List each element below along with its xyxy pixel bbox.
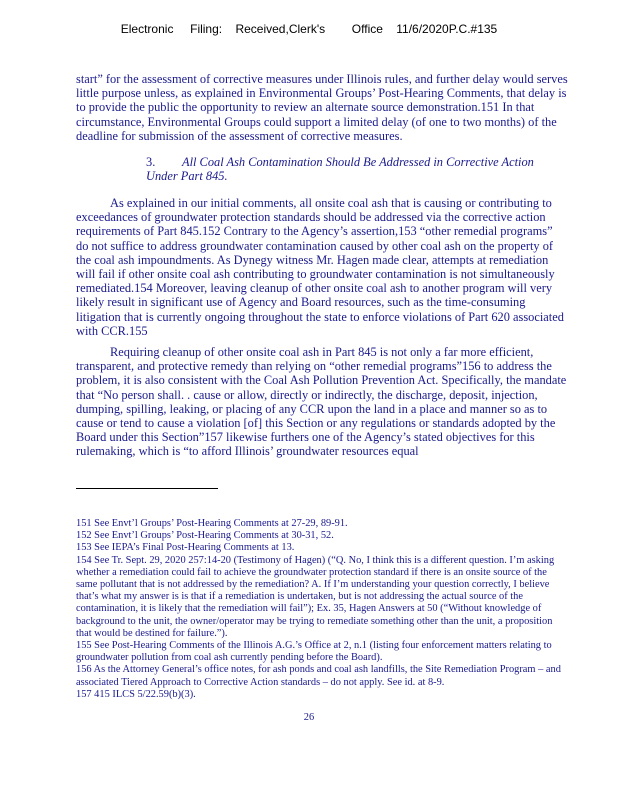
- footnote: 156 As the Attorney General’s office notes, for ash ponds and coal ash landfills, the Site Remediation Program – and associated Tiered Approach to Corrective Action standards – do not apply. See id. at 8-9.: [76, 664, 561, 688]
- footnote: 151 See Envt’l Groups’ Post-Hearing Comments at 27-29, 89-91.: [76, 518, 348, 529]
- paragraph-1: start” for the assessment of corrective measures under Illinois rules, and further delay would serves little purpose unless, as explained in Environmental Groups’ Post-Hearing Comments, that delay is to provide the public the opportunity to review an alternate source demonstration.151 In that circumstance, Environmental Groups could support a limited delay (of one to two months) of the deadline for submission of the assessment of corrective measures.: [76, 72, 568, 143]
- paragraph-3: Requiring cleanup of other onsite coal ash in Part 845 is not only a far more efficient, transparent, and protective remedy than relying on “other remedial programs”156 to address the problem, it is also consistent with the Coal Ash Pollution Prevention Act. Specifically, the mandate that “No person shall. . cause or allow, directly or indirectly, the discharge, deposit, injection, dumping, spilling, leaking, or placing of any CCR upon the land in a place and manner so as to cause or tend to cause a violation [of] this Section or any regulations or standards adopted by the Board under this Section”157 likewise furthers one of the Agency’s stated objectives for this rulemaking, which is “to afford Illinois’ groundwater resources equal: [76, 345, 567, 459]
- footnote: 153 See IEPA’s Final Post-Hearing Comments at 13.: [76, 542, 295, 554]
- page-number: 26: [303, 712, 315, 723]
- body-section-3: [76, 345, 568, 459]
- heading-text: All Coal Ash Contamination Should Be Addressed in Corrective Action Under Part 845.: [146, 155, 534, 184]
- footnote: 155 See Post-Hearing Comments of the Illinois A.G.’s Office at 2, n.1 (listing four enforcement matters relating to groundwater pollution from coal ash currently pending before the Board).: [76, 640, 552, 664]
- heading-number: 3.: [146, 155, 156, 169]
- section-heading: [146, 155, 546, 183]
- paragraph-2: As explained in our initial comments, all onsite coal ash that is causing or contributing to exceedances of groundwater protection standards should be addressed via the corrective action requirements of Part 845.152 Contrary to the Agency’s assertion,153 “other remedial programs” do not suffice to address groundwater contamination caused by other coal ash on the property of the coal ash impoundments. As Dynegy witness Mr. Hagen made clear, attempts at remediation will fail if other onsite coal ash contributing to groundwater contamination is not simultaneously remediated.154 Moreover, leaving cleanup of other onsite coal ash to another program will very likely result in significant use of Agency and Board resources, such as the time-consuming litigation that is currently ongoing throughout the state to enforce violations of Part 620 associated with CCR.155: [76, 196, 564, 338]
- footnote-separator: [76, 488, 218, 489]
- continued-paragraph: [76, 72, 568, 143]
- footnote: 154 See Tr. Sept. 29, 2020 257:14-20 (Testimony of Hagen) (“Q. No, I think this is a different question. I’m asking whether a remediation could fail to achieve the groundwater protection standard if there is an onsite source of the same pollutant that is not addressed by the remediation? A. If I’m understanding your question correctly, I believe that’s what my answer is is that if a remediation is undertaken, but is not addressing the actual source of the contamination, it is likely that the remediation will fail”); Ex. 35, Hagen Answers at 50 (“Without knowledge of background to the unit, the owner/operator may be trying to remediate something other than the unit, a proposition that would be destined for failure.”).: [76, 554, 555, 639]
- footnotes: [76, 518, 568, 701]
- body-section-2: [76, 196, 568, 338]
- footnote: 152 See Envt’l Groups’ Post-Hearing Comments at 30-31, 52.: [76, 530, 334, 542]
- filing-header: Electronic Filing: Received,Clerk's Office 11/6/2020P.C.#135: [120, 22, 498, 36]
- footnote: 157 415 ILCS 5/22.59(b)(3).: [76, 688, 196, 700]
